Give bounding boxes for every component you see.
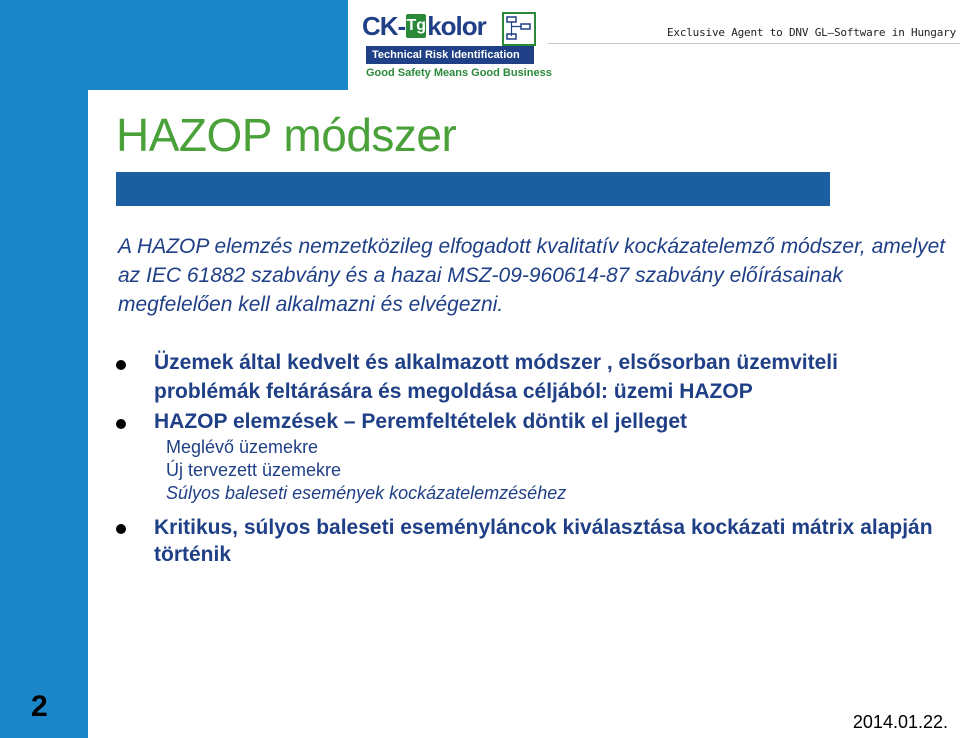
left-accent-band [0, 0, 88, 738]
bullet-dot-icon [116, 419, 126, 429]
title-underline-bar [116, 172, 830, 206]
list-item [116, 348, 936, 406]
bullet-text: HAZOP elemzések – Peremfeltételek döntik el jelleget [154, 410, 688, 433]
sub-item: Új tervezett üzemekre [166, 460, 342, 480]
intro-paragraph: A HAZOP elemzés nemzetközileg elfogadott kvalitatív kockázatelemző módszer, amelyet az IEC 61882 szabvány és a hazai MSZ-09-960614-87 szabvány előírásainak megfelelően kell alkalmazni és elvégezni. [118, 235, 946, 316]
sub-item: Súlyos baleseti események kockázatelemzéséhez [166, 483, 567, 503]
bullet-dot-icon [116, 360, 126, 370]
company-logo [362, 10, 552, 80]
sub-item: Meglévő üzemekre [166, 437, 319, 457]
logo-flowchart-icon [502, 12, 536, 46]
bullet-list [116, 348, 936, 568]
list-item [116, 407, 936, 505]
list-item [116, 514, 936, 568]
bullet-text: Üzemek által kedvelt és alkalmazott módszer , elsősorban üzemviteli problémák feltárására és megoldása céljából: üzemi HAZOP [154, 351, 838, 403]
logo-brand-left: CK- [362, 10, 406, 41]
bullet-dot-icon [116, 524, 126, 534]
logo-brand-mark: Tg [406, 14, 426, 38]
agent-text: Exclusive Agent to DNV GL—Software in Hungary [666, 26, 956, 39]
slide-date: 2014.01.22. [852, 712, 948, 732]
bullet-text: Kritikus, súlyos baleseti eseményláncok kiválasztása kockázati mátrix alapján történik [154, 516, 933, 566]
logo-tagline-bar: Technical Risk Identification [366, 46, 534, 64]
logo-slogan: Good Safety Means Good Business [366, 67, 552, 79]
header-divider [548, 43, 960, 44]
top-accent-band [0, 0, 348, 90]
logo-brand-right: kolor [427, 10, 486, 41]
page-number: 2 [31, 690, 48, 723]
slide-title: HAZOP módszer [116, 109, 457, 161]
